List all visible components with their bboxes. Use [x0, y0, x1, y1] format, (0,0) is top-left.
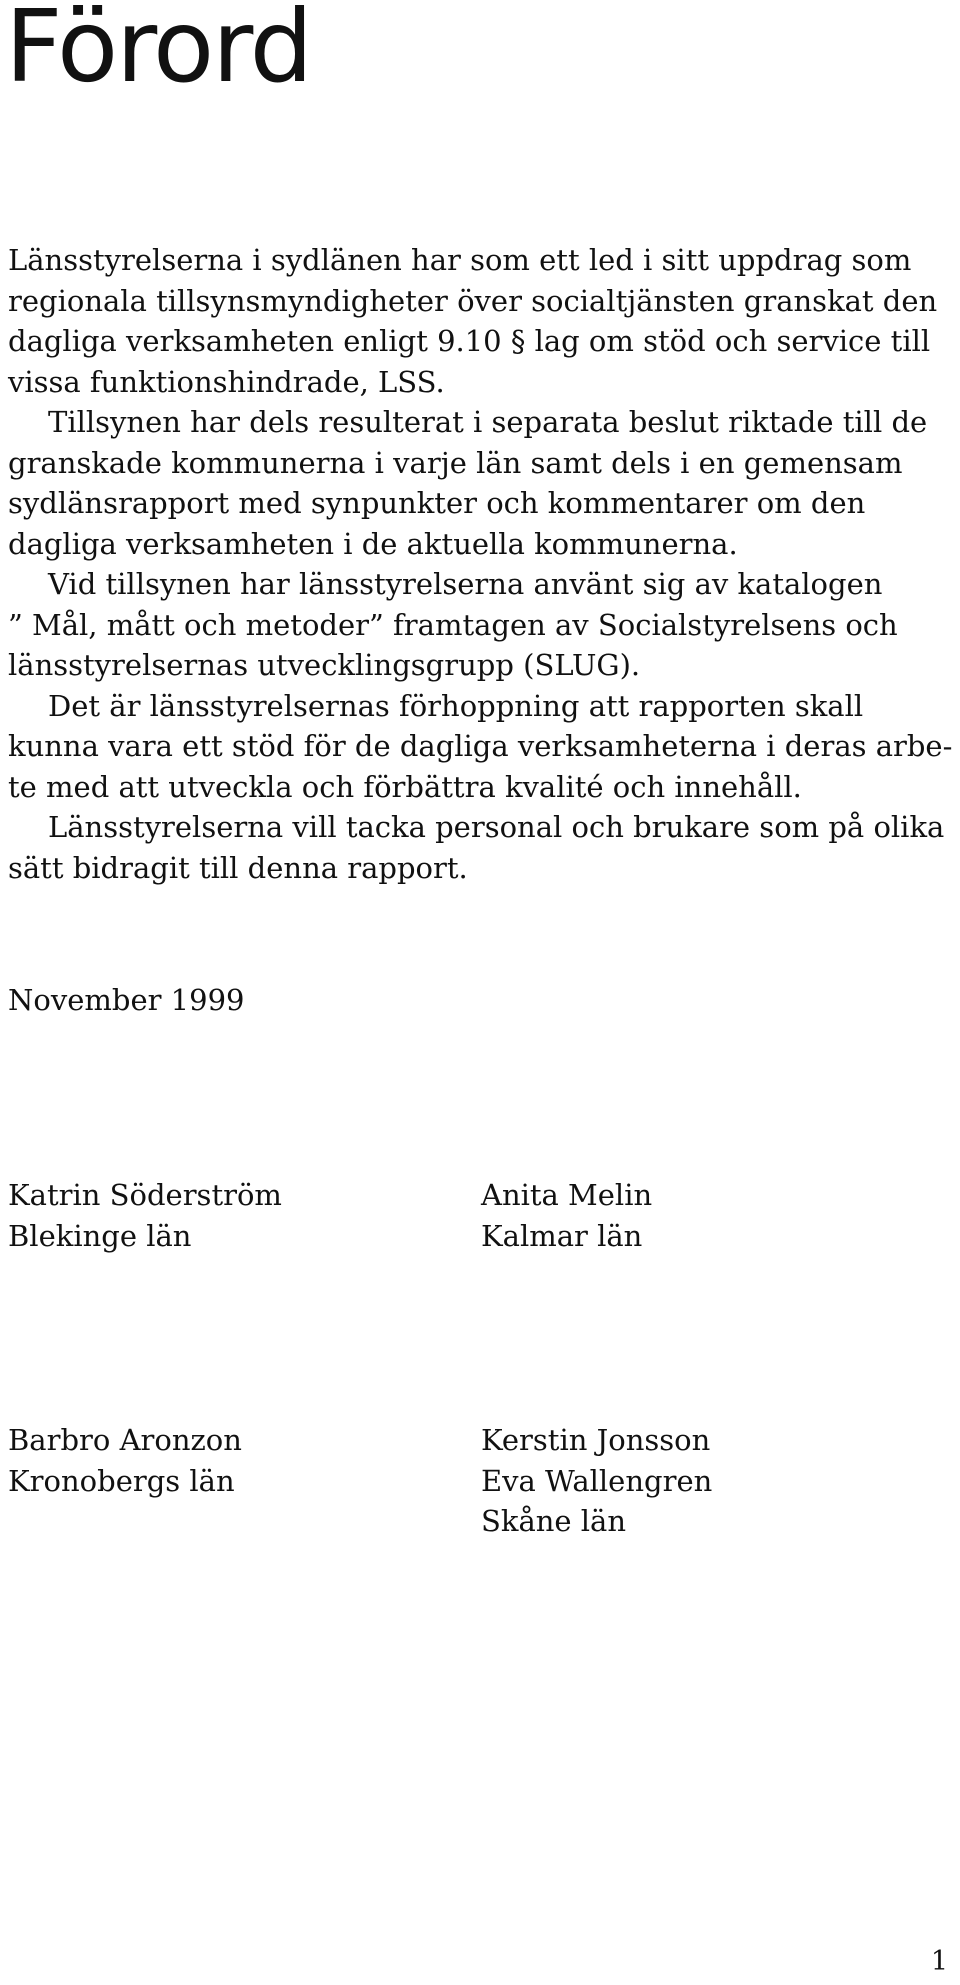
signature-block	[8, 1420, 242, 1501]
page-title: Förord	[5, 0, 312, 105]
body-line: Länsstyrelserna vill tacka personal och brukare som på olika	[48, 810, 945, 844]
body-line: ” Mål, mått och metoder” framtagen av Socialstyrelsens och	[8, 607, 898, 642]
signature-name: Barbro Aronzon	[8, 1423, 242, 1457]
body-line: te med att utveckla och förbättra kvalité och innehåll.	[8, 769, 802, 804]
body-line: länsstyrelsernas utvecklingsgrupp (SLUG).	[8, 648, 641, 682]
signature-name: Anita Melin	[481, 1178, 653, 1212]
body-line: kunna vara ett stöd för de dagliga verksamheterna i deras arbe-	[8, 729, 953, 763]
body-line: Vid tillsynen har länsstyrelserna använt sig av katalogen	[48, 567, 883, 601]
foreword-body	[8, 240, 958, 888]
body-line: granskade kommunerna i varje län samt dels i en gemensam	[8, 445, 903, 480]
signature-county: Blekinge län	[8, 1218, 192, 1253]
signature-name: Eva Wallengren	[481, 1463, 713, 1498]
body-line: Tillsynen har dels resulterat i separata beslut riktade till de	[48, 405, 928, 439]
signature-block	[481, 1420, 712, 1542]
body-line: vissa funktionshindrade, LSS.	[8, 364, 445, 399]
signature-county: Skåne län	[481, 1504, 627, 1538]
page-number: 1	[930, 1946, 948, 1977]
body-line: dagliga verksamheten i de aktuella kommunerna.	[8, 526, 738, 561]
body-line: Länsstyrelserna i sydlänen har som ett led i sitt uppdrag som	[8, 243, 912, 277]
body-line: sätt bidragit till denna rapport.	[8, 850, 468, 885]
body-line: dagliga verksamheten enligt 9.10 § lag om stöd och service till	[8, 324, 931, 358]
signature-county: Kalmar län	[481, 1218, 643, 1253]
signature-block	[481, 1175, 652, 1256]
body-line: Det är länsstyrelsernas förhoppning att rapporten skall	[48, 688, 864, 723]
body-line: sydlänsrapport med synpunkter och kommentarer om den	[8, 486, 866, 520]
signature-county: Kronobergs län	[8, 1463, 235, 1498]
document-date: November 1999	[8, 983, 245, 1017]
signature-name: Katrin Söderström	[8, 1178, 282, 1212]
signature-block	[8, 1175, 282, 1256]
signature-name: Kerstin Jonsson	[481, 1423, 711, 1457]
body-line: regionala tillsynsmyndigheter över socialtjänsten granskat den	[8, 283, 938, 318]
